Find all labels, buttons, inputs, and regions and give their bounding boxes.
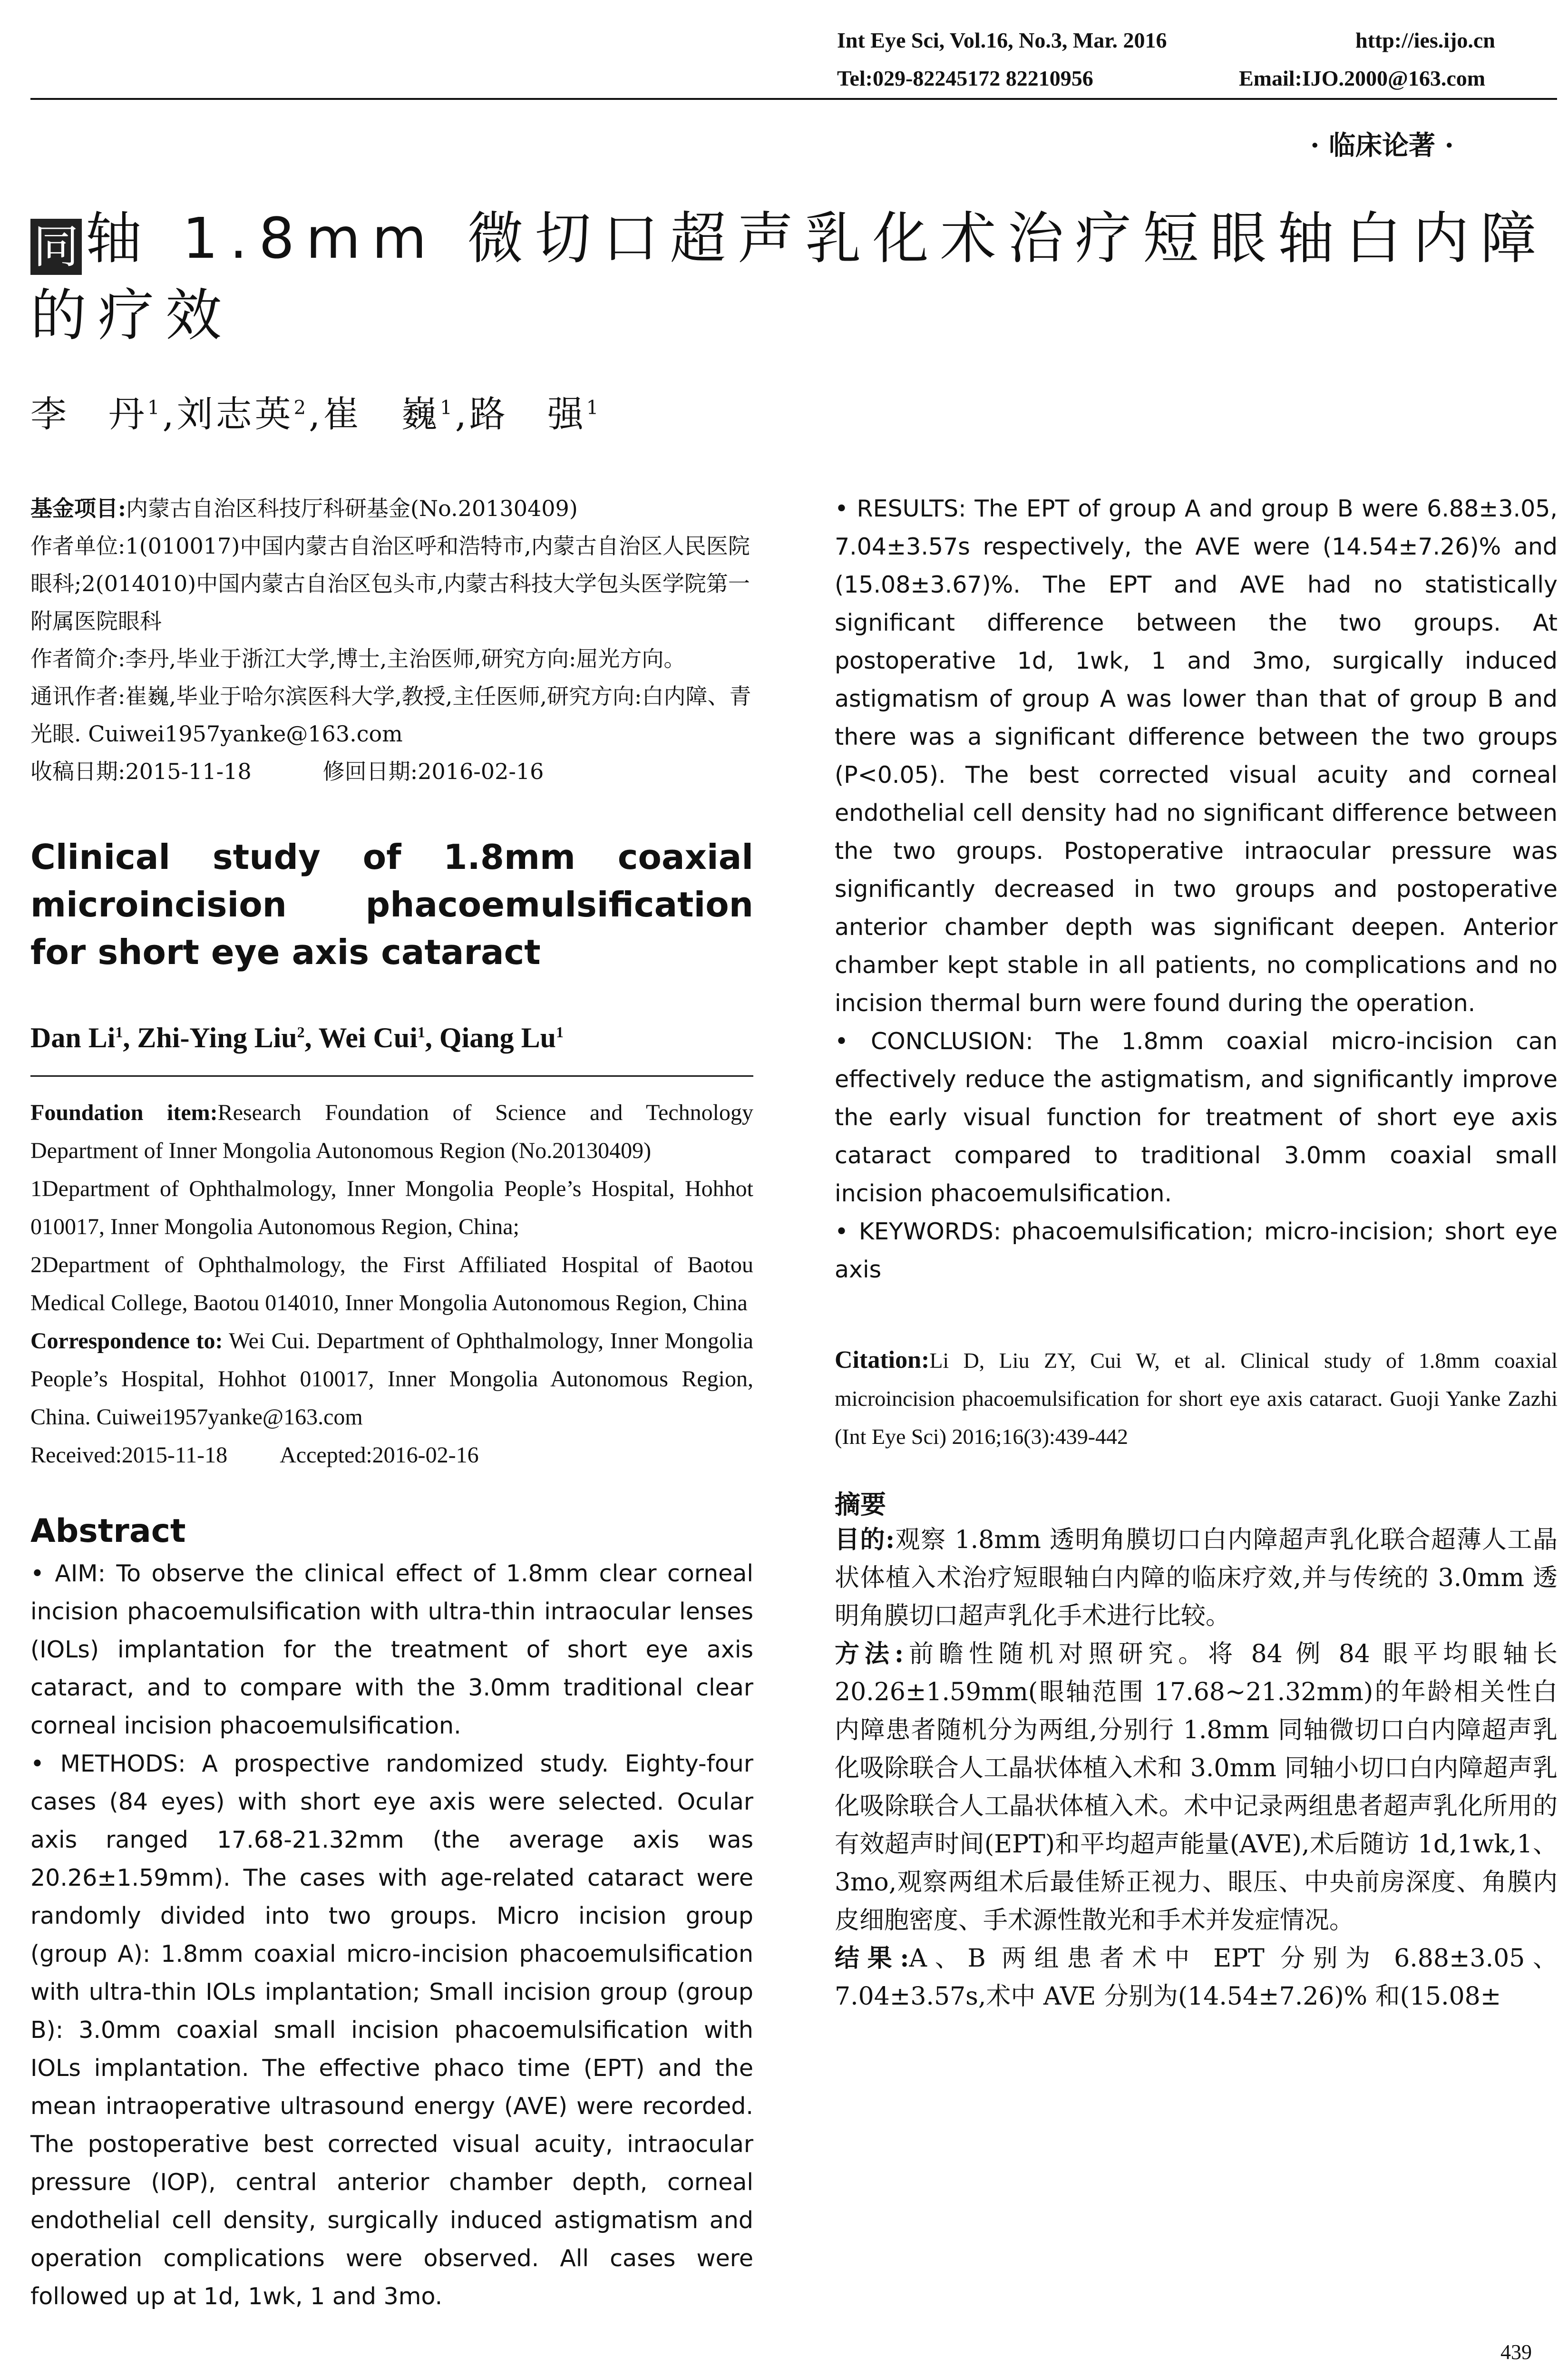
bio-cn-text: 李丹,毕业于浙江大学,博士,主治医师,研究方向:屈光方向。	[125, 646, 686, 672]
foundation-cn	[30, 490, 753, 527]
correspondence-cn-label: 通讯作者:	[30, 683, 126, 709]
foundation-en-label: Foundation item:	[30, 1100, 218, 1125]
received-cn: 2015-11-18	[125, 759, 252, 784]
zh-aim-label: 目的:	[835, 1525, 895, 1554]
citation-label: Citation:	[835, 1346, 930, 1374]
journal-header: Int Eye Sci, Vol.16, No.3, Mar. 2016	[837, 28, 1167, 52]
received-cn-label: 收稿日期:	[30, 759, 126, 784]
abstract-conclusion: • CONCLUSION: The 1.8mm coaxial micro-incision can effectively reduce the astigmatism, and significantly improve the early visual function for treatment of short eye axis cataract compared to traditional 3.0mm coaxial small incision phacoemulsification.	[835, 1028, 1558, 1207]
header-rule	[30, 98, 1557, 100]
affiliation-en-2: 2Department of Ophthalmology, the First Affiliated Hospital of Baotou Medical College, Baotou 014010, Inner Mongolia Autonomous Region, China	[30, 1252, 753, 1315]
citation-text: Li D, Liu ZY, Cui W, et al. Clinical study of 1.8mm coaxial microincision phacoemulsification for short eye axis cataract. Guoji Yanke Zazhi (Int Eye Sci) 2016;16(3):439-442	[835, 1348, 1558, 1449]
correspondence-cn	[30, 678, 753, 753]
zh-methods-text: 前瞻性随机对照研究。将 84 例 84 眼平均眼轴长 20.26±1.59mm(眼轴范围 17.68~21.32mm)的年龄相关性白内障患者随机分为两组,分别行 1.8mm 同轴微切口白内障超声乳化吸除联合人工晶状体植入术和 3.0mm 同轴小切口白内障超声乳化吸除联合人工晶状体植入术。术中记录两组患者超声乳化所用的有效超声时间(EPT)和平均超声能量(AVE),术后随访 1d,1wk,1、3mo,观察两组术后最佳矫正视力、眼压、中央前房深度、角膜内皮细胞密度、手术源性散光和手术并发症情况。	[835, 1640, 1558, 1935]
author-rule	[30, 1075, 753, 1077]
correspondence-cn-text: 崔巍,毕业于哈尔滨医科大学,教授,主任医师,研究方向:白内障、青光眼. Cuiwei1957yanke@163.com	[30, 683, 751, 747]
author-en: Dan Li	[30, 1022, 116, 1053]
affiliation-cn-text: 1(010017)中国内蒙古自治区呼和浩特市,内蒙古自治区人民医院眼科;2(014010)中国内蒙古自治区包头市,内蒙古科技大学包头医学院第一附属医院眼科	[30, 533, 750, 634]
right-column	[835, 490, 1558, 2016]
correspondence-en	[30, 1322, 753, 1436]
received-en: Received:2015-11-18	[30, 1442, 228, 1468]
title-mark: 同	[30, 219, 82, 275]
author-en-sup: 1	[556, 1023, 564, 1041]
author-cn-sup: 1	[586, 397, 602, 419]
journal-tel: Tel:029-82245172 82210956	[837, 66, 1093, 90]
foundation-cn-text: 内蒙古自治区科技厅科研基金(No.20130409)	[126, 496, 578, 521]
zh-results	[835, 1939, 1558, 2016]
revised-cn-label: 修回日期:	[322, 759, 418, 784]
bio-cn-label: 作者简介:	[30, 646, 126, 672]
authors-cn: 李 丹$^1$,刘志英$^2$,崔 巍$^1$,路 强$^1$	[30, 393, 602, 435]
author-en-sup: 1	[115, 1023, 123, 1041]
english-title: Clinical study of 1.8mm coaxial microincision phacoemulsification for short eye axis cataract	[30, 837, 753, 972]
abstract-results: • RESULTS: The EPT of group A and group B were 6.88±3.05, 7.04±3.57s respectively, the AVE were (14.54±7.26)% and (15.08±3.67)%. The EPT and AVE had no statistically significant difference between the two groups. At postoperative 1d, 1wk, 1 and 3mo, surgically induced astigmatism of group A was lower than that of group B and there was a significant difference between the two groups (P<0.05). The best corrected visual acuity and corneal endothelial cell density had no significant difference between the two groups. Postoperative intraocular pressure was significantly decreased in two groups and postoperative anterior chamber depth was significant deepen. Anterior chamber kept stable in all patients, no complications and no incision thermal burn were found during the operation.	[835, 495, 1558, 1017]
abstract-keywords: • KEYWORDS: phacoemulsification; micro-incision; short eye axis	[835, 1218, 1558, 1283]
author-en-sup: 2	[297, 1023, 305, 1041]
author-en: Qiang Lu	[439, 1022, 556, 1053]
bio-cn	[30, 640, 753, 678]
affiliation-cn-label: 作者单位:	[30, 533, 126, 559]
zh-results-label: 结果:	[835, 1944, 909, 1973]
author-cn: 崔 巍	[323, 393, 440, 435]
abstract-heading: Abstract	[30, 1512, 186, 1550]
journal-url[interactable]: http://ies.ijo.cn	[1355, 28, 1495, 52]
author-cn-sup: 1	[440, 397, 455, 419]
correspondence-en-text: Wei Cui. Department of Ophthalmology, Inner Mongolia People’s Hospital, Hohhot 010017, Inner Mongolia Autonomous Region, China. Cuiwei1957yanke@163.com	[30, 1328, 753, 1430]
author-en: Wei Cui	[318, 1022, 418, 1053]
accepted-en: Accepted:2016-02-16	[280, 1442, 479, 1468]
revised-cn: 2016-02-16	[418, 759, 544, 784]
zh-abstract-heading: 摘要	[835, 1489, 886, 1520]
abstract-aim: • AIM: To observe the clinical effect of 1.8mm clear corneal incision phacoemulsification with ultra-thin intraocular lenses (IOLs) implantation for the treatment of short eye axis cataract, and to compare with the 3.0mm traditional clear corneal incision phacoemulsification.	[30, 1560, 753, 1739]
citation	[835, 1341, 1558, 1456]
zh-methods	[835, 1635, 1558, 1939]
zh-aim	[835, 1521, 1558, 1635]
journal-email[interactable]: Email:IJO.2000@163.com	[1239, 66, 1486, 90]
zh-methods-label: 方法:	[835, 1639, 904, 1668]
author-cn-sup: 1	[147, 397, 163, 419]
dates-en	[30, 1436, 753, 1474]
author-cn: 李 丹	[30, 393, 147, 435]
affiliation-en-1: 1Department of Ophthalmology, Inner Mongolia People’s Hospital, Hohhot 010017, Inner Mongolia Autonomous Region, China;	[30, 1176, 753, 1239]
zh-aim-text: 观察 1.8mm 透明角膜切口白内障超声乳化联合超薄人工晶状体植入术治疗短眼轴白内障的临床疗效,并与传统的 3.0mm 透明角膜切口超声乳化手术进行比较。	[835, 1526, 1558, 1630]
affiliation-cn	[30, 527, 753, 640]
title-text: 轴 1.8mm 微切口超声乳化术治疗短眼轴白内障的疗效	[30, 205, 1548, 348]
foundation-cn-label: 基金项目:	[30, 496, 126, 521]
abstract-methods: • METHODS: A prospective randomized study. Eighty-four cases (84 eyes) with short eye axis were selected. Ocular axis ranged 17.68-21.32mm (the average axis was 20.26±1.59mm). The cases with age-related cataract were randomly divided into two groups. Micro incision group (group A): 1.8mm coaxial micro-incision phacoemulsification with ultra-thin IOLs implantation; Small incision group (group B): 3.0mm coaxial small incision phacoemulsification with IOLs implantation. The effective phaco time (EPT) and the mean intraoperative ultrasound energy (AVE) were recorded. The postoperative best corrected visual acuity, intraocular pressure (IOP), central anterior chamber depth, corneal endothelial cell density, surgically induced astigmatism and operation complications were observed. All cases were followed up at 1d, 1wk, 1 and 3mo.	[30, 1750, 753, 2310]
page-number: 439	[1500, 2340, 1532, 2364]
foundation-en	[30, 1094, 753, 1170]
correspondence-en-label: Correspondence to:	[30, 1328, 223, 1354]
author-en-sup: 1	[417, 1023, 425, 1041]
zh-results-text: A、B 两组患者术中 EPT 分别为 6.88±3.05、7.04±3.57s,术中 AVE 分别为(14.54±7.26)% 和(15.08±	[835, 1944, 1558, 2011]
section-tag: · 临床论著 ·	[1310, 130, 1454, 161]
author-cn: 刘志英	[176, 393, 294, 435]
foundation-en-text: Research Foundation of Science and Technology Department of Inner Mongolia Autonomous Region (No.20130409)	[30, 1100, 754, 1163]
authors-en: Dan Li$^1$, Zhi-Ying Liu$^2$, Wei Cui$^1$, Qiang Lu$^1$	[30, 1022, 564, 1053]
dates-cn	[30, 753, 753, 790]
left-column	[30, 490, 753, 2316]
article-title	[30, 200, 1557, 354]
author-cn-sup: 2	[293, 397, 309, 419]
author-en: Zhi-Ying Liu	[137, 1022, 297, 1053]
author-cn: 路 强	[469, 393, 586, 435]
